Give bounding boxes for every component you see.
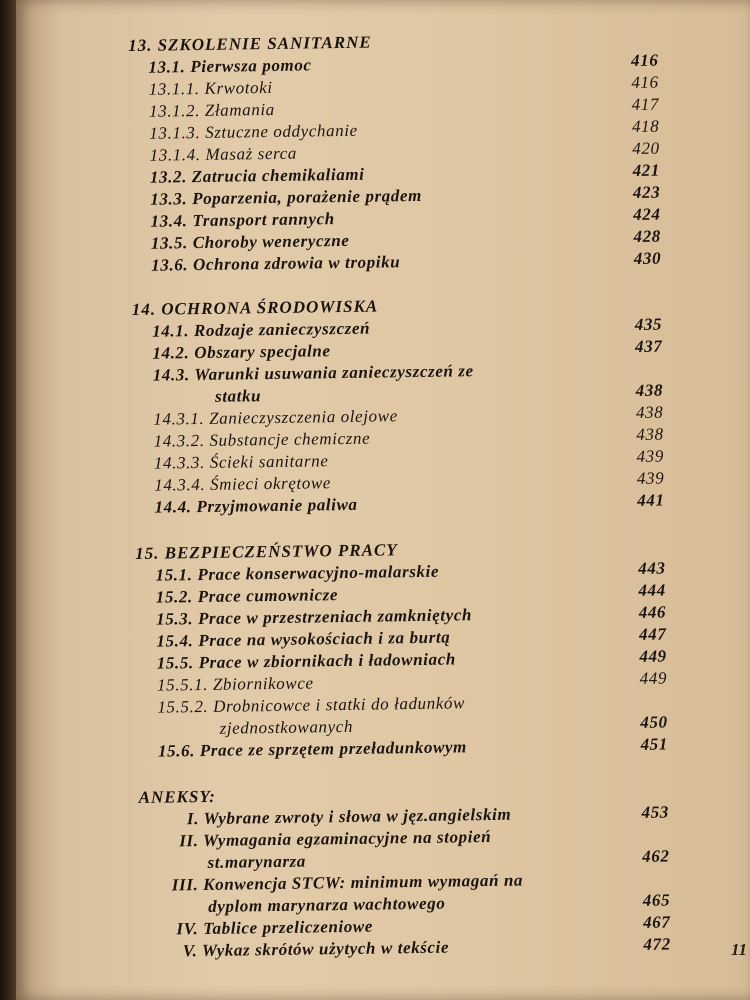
entry-page: 439 [636,468,665,488]
entry-title: Rodzaje zanieczyszczeń [193,318,371,341]
entry-number: 15.4. [156,631,194,651]
entry-page: 447 [638,624,667,644]
entry-number: II. [179,831,199,851]
entry-number: 15.5. [156,653,194,673]
entry-number: 14.3. [152,365,190,385]
entry-title: Prace w zbiornikach i ładowniach [198,649,456,673]
entry-title: Pierwsza pomoc [190,55,312,77]
entry-title: Prace cumownicze [197,585,339,607]
entry-title: Prace konserwacyjno-malarskie [197,561,440,585]
entry-number: 13.1.2. [148,101,201,121]
entry-title: Śmieci okrętowe [209,473,332,494]
entry-number: 13.1.4. [149,144,201,165]
section-title: SZKOLENIE SANITARNE [157,32,372,55]
entry-number: 14.3.2. [153,430,205,451]
entry-title: Obszary specjalne [194,341,331,363]
entry-page: 438 [635,402,664,422]
entry-page: 449 [639,668,668,688]
entry-page: 439 [636,446,665,466]
entry-page: 467 [642,912,671,932]
entry-title: Zatrucia chemikaliami [191,164,365,187]
entry-title: Ścieki sanitarne [209,451,329,472]
entry-page: 438 [635,380,664,400]
entry-page: 416 [630,50,659,70]
entry-title: Tablice przeliczeniowe [203,916,374,939]
entry-title: Poparzenia, porażenie prądem [192,185,423,209]
entry-page: 444 [638,580,666,600]
entry-page: 453 [641,802,670,822]
entry-number: 14.3.1. [153,408,205,429]
entry-page: 441 [637,490,665,510]
section-title: OCHRONA ŚRODOWISKA [161,296,379,319]
entry-page: 450 [640,712,668,732]
entry-title: Wymagania egzaminacyjne na stopień [202,827,492,851]
entry-number: 13.3. [150,189,188,209]
entry-page: 428 [633,226,661,246]
entry-number: V. [182,941,198,961]
entry-title: Złamania [204,99,275,120]
entry-title: Wykaz skrótów użytych w tekście [201,937,450,961]
entry-page: 472 [643,934,671,954]
entry-title-continuation: st.marynarza [207,851,307,872]
entry-number: 15.5.1. [156,674,209,695]
entry-page: 430 [633,248,662,268]
entry-title: Konwencja STCW: minimum wymagań na [203,870,524,895]
entry-title: Zanieczyszczenia olejowe [209,406,398,428]
entry-number: 15.2. [155,587,193,607]
section-number: 13. [128,35,153,55]
entry-title: Drobnicowce i statki do ładunków [213,693,466,716]
entry-page: 446 [638,602,667,622]
entry-title: Krwotoki [204,77,273,98]
entry-page: 435 [634,314,663,334]
page-number: 11 [731,940,748,959]
entry-number: 14.4. [154,497,192,517]
entry-number: 14.2. [152,343,190,363]
entry-page: 449 [639,646,667,666]
toc-section-13 [128,28,691,278]
toc-annex [138,780,700,964]
table-of-contents [128,28,701,964]
entry-number: 13.1.3. [149,123,201,143]
entry-number: 13.6. [151,255,189,275]
entry-page: 420 [632,138,660,158]
entry-title-continuation: zjednostkowanych [219,716,354,738]
entry-number: 15.3. [156,609,194,629]
entry-title: Przyjmowanie paliwa [196,494,358,517]
section-heading-label [128,33,372,56]
entry-number: 15.1. [155,565,193,585]
annex-title: ANEKSY: [138,786,216,807]
entry-title: Warunki usuwania zanieczyszczeń ze [194,361,474,385]
section-heading-label [135,540,398,564]
entry-title: Masaż serca [205,143,298,164]
entry-page: 416 [631,72,659,92]
entry-number: 13.1. [148,57,186,77]
entry-number: 15.5.2. [157,696,209,717]
entry-page: 462 [642,846,670,866]
entry-number: IV. [176,919,199,939]
entry-page: 437 [634,336,663,356]
entry-title: Wybrane zwroty i słowa w jęz.angielskim [203,804,512,829]
entry-number: 13.4. [150,211,188,231]
entry-page: 451 [640,734,669,754]
entry-number: I. [186,809,200,829]
entry-number: III. [171,875,199,895]
entry-title: Zbiornikowce [212,673,314,694]
entry-number: 13.2. [149,167,188,187]
entry-number: 13.1.1. [148,79,200,99]
entry-number: 13.5. [150,233,189,253]
entry-title: Choroby weneryczne [192,230,350,253]
entry-title: Sztuczne oddychanie [205,120,358,142]
section-number: 15. [135,543,160,563]
entry-title: Prace ze sprzętem przeładunkowym [199,737,468,761]
entry-number: 14.1. [151,321,190,341]
entry-number: 14.3.4. [154,474,206,495]
entry-title-continuation: statku [214,386,262,406]
entry-page: 438 [636,424,664,444]
entry-page: 417 [631,94,660,114]
entry-title: Transport rannych [192,209,335,231]
entry-title: Ochrona zdrowia w tropiku [192,252,401,275]
entry-page: 423 [632,182,661,202]
entry-title-continuation: dyplom marynarza wachtowego [208,893,446,916]
toc-section-14 [132,292,695,520]
entry-number: 15.6. [157,741,196,761]
entry-title: Prace na wysokościach i za burtą [198,627,451,651]
book-page [16,0,750,1000]
section-number: 14. [131,299,157,319]
toc-section-15 [135,536,698,764]
section-heading-label [132,297,379,320]
section-title: BEZPIECZEŃSTWO PRACY [164,540,398,563]
entry-page: 443 [638,558,666,578]
entry-page: 424 [633,204,661,224]
entry-page: 418 [631,116,660,136]
entry-title: Prace w przestrzeniach zamkniętych [197,605,473,629]
entry-title: Substancje chemiczne [209,428,371,450]
entry-page: 465 [642,890,671,910]
entry-page: 421 [632,160,661,180]
entry-number: 14.3.3. [153,452,206,473]
